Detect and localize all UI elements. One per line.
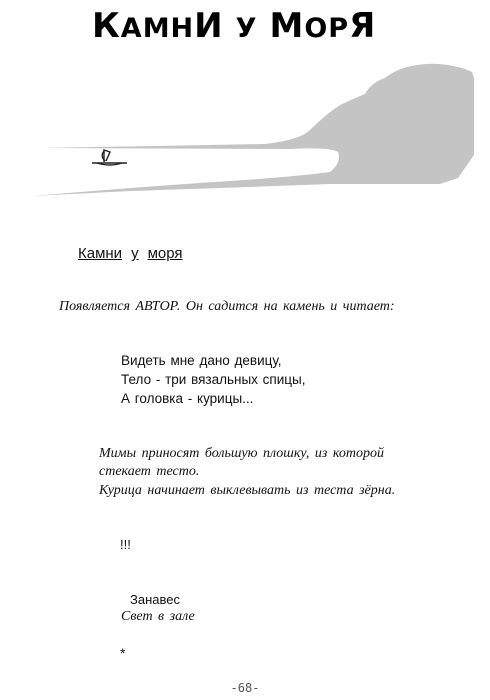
boat-icon bbox=[92, 150, 127, 165]
stage-direction-line-1: Мимы приносят большую плошку, из которой bbox=[99, 446, 384, 461]
stage-direction-line-2: стекает тесто. bbox=[99, 464, 200, 479]
rock-silhouette bbox=[32, 64, 474, 196]
exclamation-marks: !!! bbox=[120, 537, 131, 552]
lights-direction: Свет в зале bbox=[121, 609, 195, 624]
stage-direction-line-3: Курица начинает выклевывать из теста зёрна. bbox=[99, 483, 396, 498]
poem-line-2: Тело - три вязальных спицы, bbox=[121, 372, 306, 387]
banner-title: КАМНИ У МОРЯ bbox=[92, 6, 377, 46]
page-number: -68- bbox=[230, 681, 260, 695]
sea-rock-illustration bbox=[0, 60, 490, 200]
asterisk-mark: * bbox=[120, 645, 126, 661]
curtain-label: Занавес bbox=[130, 592, 180, 607]
poem-line-1: Видеть мне дано девицу, bbox=[121, 353, 282, 368]
stage-direction-author: Появляется АВТОР. Он садится на камень и читает: bbox=[59, 299, 395, 314]
poem-line-3: А головка - курицы... bbox=[121, 391, 254, 406]
section-heading: Камни у моря bbox=[78, 245, 183, 262]
